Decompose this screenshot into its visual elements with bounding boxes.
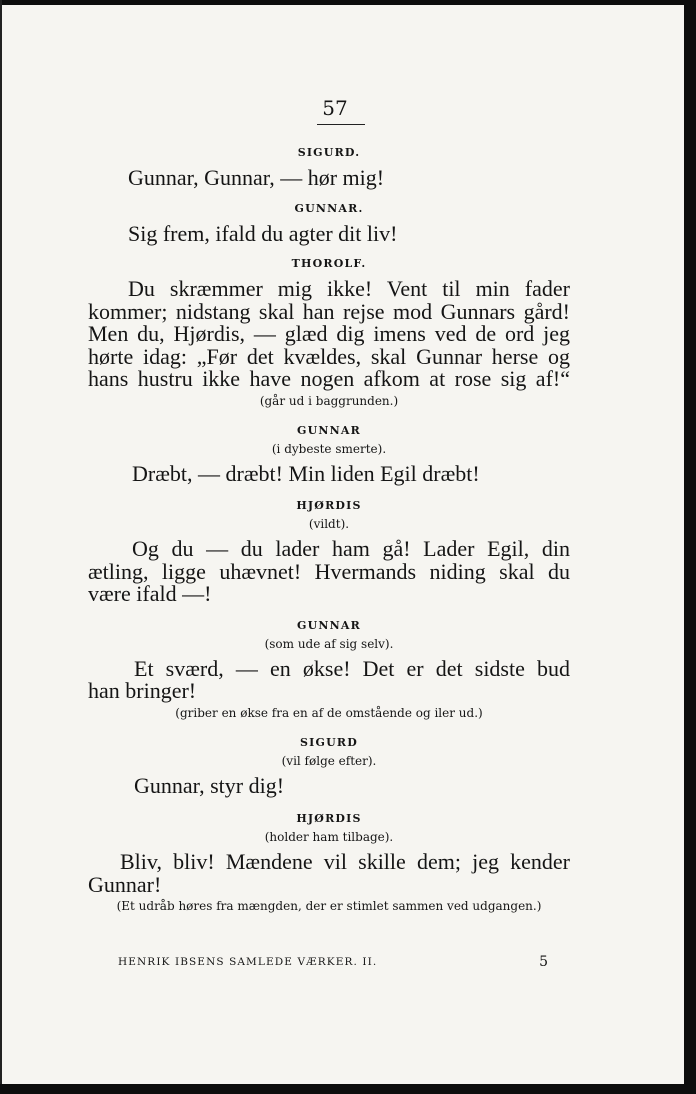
scan-border-bottom: [0, 1084, 696, 1094]
dialogue-line: hans hustru ikke have nogen afkom at rose sig af!“: [88, 366, 570, 391]
dialogue-line: Gunnar, Gunnar, — hør mig!: [128, 165, 385, 190]
speaker-name: GUNNAR.: [294, 201, 364, 215]
dialogue-line: han bringer!: [88, 678, 197, 703]
dialogue-block: [88, 538, 570, 606]
stage-direction: (i dybeste smerte).: [271, 441, 387, 456]
stage-direction: (griber en økse fra en af de omstående og iler ud.): [175, 705, 483, 720]
page-footer: [118, 956, 548, 968]
dialogue-line: være ifald —!: [88, 581, 212, 606]
stage-direction: (vil følge efter).: [281, 753, 377, 768]
speaker-name: HJØRDIS: [296, 812, 362, 825]
dialogue-line: Du skræmmer mig ikke! Vent til min fader: [128, 276, 570, 301]
dialogue-line: Men du, Hjørdis, — glæd dig imens ved de ord jeg: [88, 321, 570, 346]
speaker-name: GUNNAR: [297, 423, 361, 437]
dialogue-block: [88, 278, 570, 391]
scan-border-right: [684, 0, 696, 1094]
stage-direction: (går ud i baggrunden.): [259, 393, 399, 408]
dialogue-block: [88, 851, 570, 896]
page-number-rule: [317, 124, 365, 125]
speaker-name: HJØRDIS: [296, 499, 362, 512]
stage-direction: (som ude af sig selv).: [264, 636, 394, 651]
dialogue-line: Et sværd, — en økse! Det er det sidste bud: [134, 655, 570, 681]
page-content: [88, 96, 570, 914]
dialogue-line: Bliv, bliv! Mændene vil skille dem; jeg kender: [120, 849, 570, 874]
stage-direction: (Et udråb høres fra mængden, der er stimlet sammen ved udgangen.): [116, 899, 542, 913]
scan-border-top: [0, 0, 696, 5]
stage-direction: (vildt).: [308, 517, 350, 531]
dialogue-line: Dræbt, — dræbt! Min liden Egil dræbt!: [132, 460, 480, 486]
dialogue-line: kommer; nidstang skal han rejse mod Gunnars gård!: [88, 298, 570, 324]
footer-series-title: HENRIK IBSENS SAMLEDE VÆRKER. II.: [118, 956, 378, 968]
stage-direction: (holder ham tilbage).: [264, 830, 394, 844]
dialogue-line: Gunnar!: [88, 871, 162, 897]
dialogue-line: hørte idag: „Før det kvældes, skal Gunnar herse og: [88, 343, 570, 369]
page-number: 57: [322, 96, 348, 120]
dialogue-block: [88, 655, 570, 703]
dialogue-line: Og du — du lader ham gå! Lader Egil, din: [132, 536, 570, 561]
speaker-name: SIGURD.: [297, 146, 361, 159]
dialogue-line: Sig frem, ifald du agter dit liv!: [128, 220, 398, 246]
speaker-name: SIGURD: [300, 735, 358, 749]
dialogue-line: ætling, ligge uhævnet! Hvermands niding skal du: [88, 558, 570, 584]
speaker-name: THOROLF.: [291, 257, 367, 270]
speaker-name: GUNNAR: [297, 618, 361, 632]
footer-signature-mark: 5: [539, 954, 548, 970]
scan-border-left: [0, 0, 2, 1094]
dialogue-line: Gunnar, styr dig!: [134, 772, 285, 798]
